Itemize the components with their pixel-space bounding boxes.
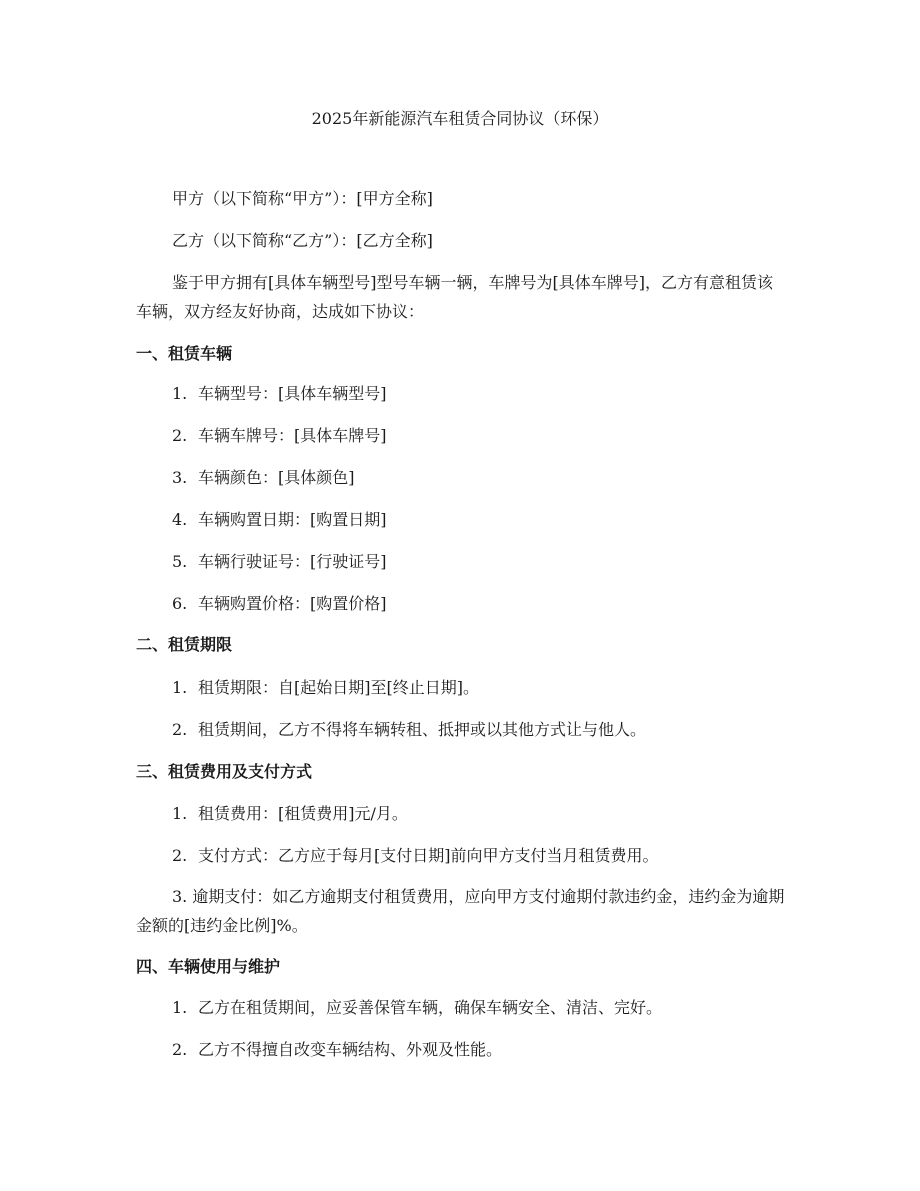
item-text: 乙方不得擅自改变车辆结构、外观及性能。	[198, 1040, 503, 1059]
item-text: 车辆颜色：[具体颜色]	[198, 468, 355, 487]
item-number: 1.	[172, 678, 188, 697]
item-text: 车辆购置价格：[购置价格]	[198, 594, 387, 613]
item-text: 租赁期限：自[起始日期]至[终止日期]。	[198, 678, 479, 697]
item-text: 租赁期间，乙方不得将车辆转租、抵押或以其他方式让与他人。	[198, 720, 647, 739]
item-text: 车辆购置日期：[购置日期]	[198, 510, 387, 529]
section-heading: 四、车辆使用与维护	[136, 957, 281, 976]
list-item	[172, 593, 792, 615]
section-heading: 一、租赁车辆	[136, 344, 233, 363]
section-heading: 二、租赁期限	[136, 635, 233, 654]
item-number: 6.	[172, 594, 188, 613]
item-number: 3.	[172, 468, 188, 487]
list-item	[172, 509, 792, 531]
item-text: 逾期支付：如乙方逾期支付租赁费用，应向甲方支付逾期付款违约金，违约金为逾期金额的[违约金比例]%。	[136, 887, 785, 935]
item-number: 2.	[172, 1040, 188, 1059]
item-number: 3.	[172, 887, 188, 906]
item-text: 租赁费用：[租赁费用]元/月。	[198, 804, 408, 823]
list-item	[172, 425, 792, 447]
item-number: 1.	[172, 998, 188, 1017]
list-item	[172, 467, 792, 489]
list-item	[172, 551, 792, 573]
item-text: 车辆车牌号：[具体车牌号]	[198, 426, 387, 445]
list-item	[172, 719, 792, 741]
item-number: 2.	[172, 720, 188, 739]
list-item	[172, 997, 792, 1019]
item-number: 2.	[172, 426, 188, 445]
item-number: 4.	[172, 510, 188, 529]
document-title: 2025年新能源汽车租赁合同协议（环保）	[311, 109, 609, 128]
item-text: 乙方在租赁期间，应妥善保管车辆，确保车辆安全、清洁、完好。	[198, 998, 663, 1017]
section-heading: 三、租赁费用及支付方式	[136, 762, 313, 781]
list-item	[172, 845, 792, 867]
list-item-wrapped	[136, 882, 786, 940]
item-text: 支付方式：乙方应于每月[支付日期]前向甲方支付当月租赁费用。	[198, 846, 659, 865]
item-number: 1.	[172, 804, 188, 823]
party-b-line: 乙方（以下简称“乙方”）：[乙方全称]	[172, 231, 433, 250]
list-item	[172, 803, 792, 825]
item-number: 5.	[172, 552, 188, 571]
list-item	[172, 1039, 792, 1061]
item-number: 2.	[172, 846, 188, 865]
party-a-line: 甲方（以下简称“甲方”）：[甲方全称]	[172, 189, 433, 208]
preamble-paragraph: 鉴于甲方拥有[具体车辆型号]型号车辆一辆，车牌号为[具体车牌号]，乙方有意租赁该车辆，双方经友好协商，达成如下协议：	[136, 273, 773, 321]
item-text: 车辆行驶证号：[行驶证号]	[198, 552, 387, 571]
item-number: 1.	[172, 384, 188, 403]
list-item	[172, 677, 792, 699]
item-text: 车辆型号：[具体车辆型号]	[198, 384, 387, 403]
list-item	[172, 383, 792, 405]
